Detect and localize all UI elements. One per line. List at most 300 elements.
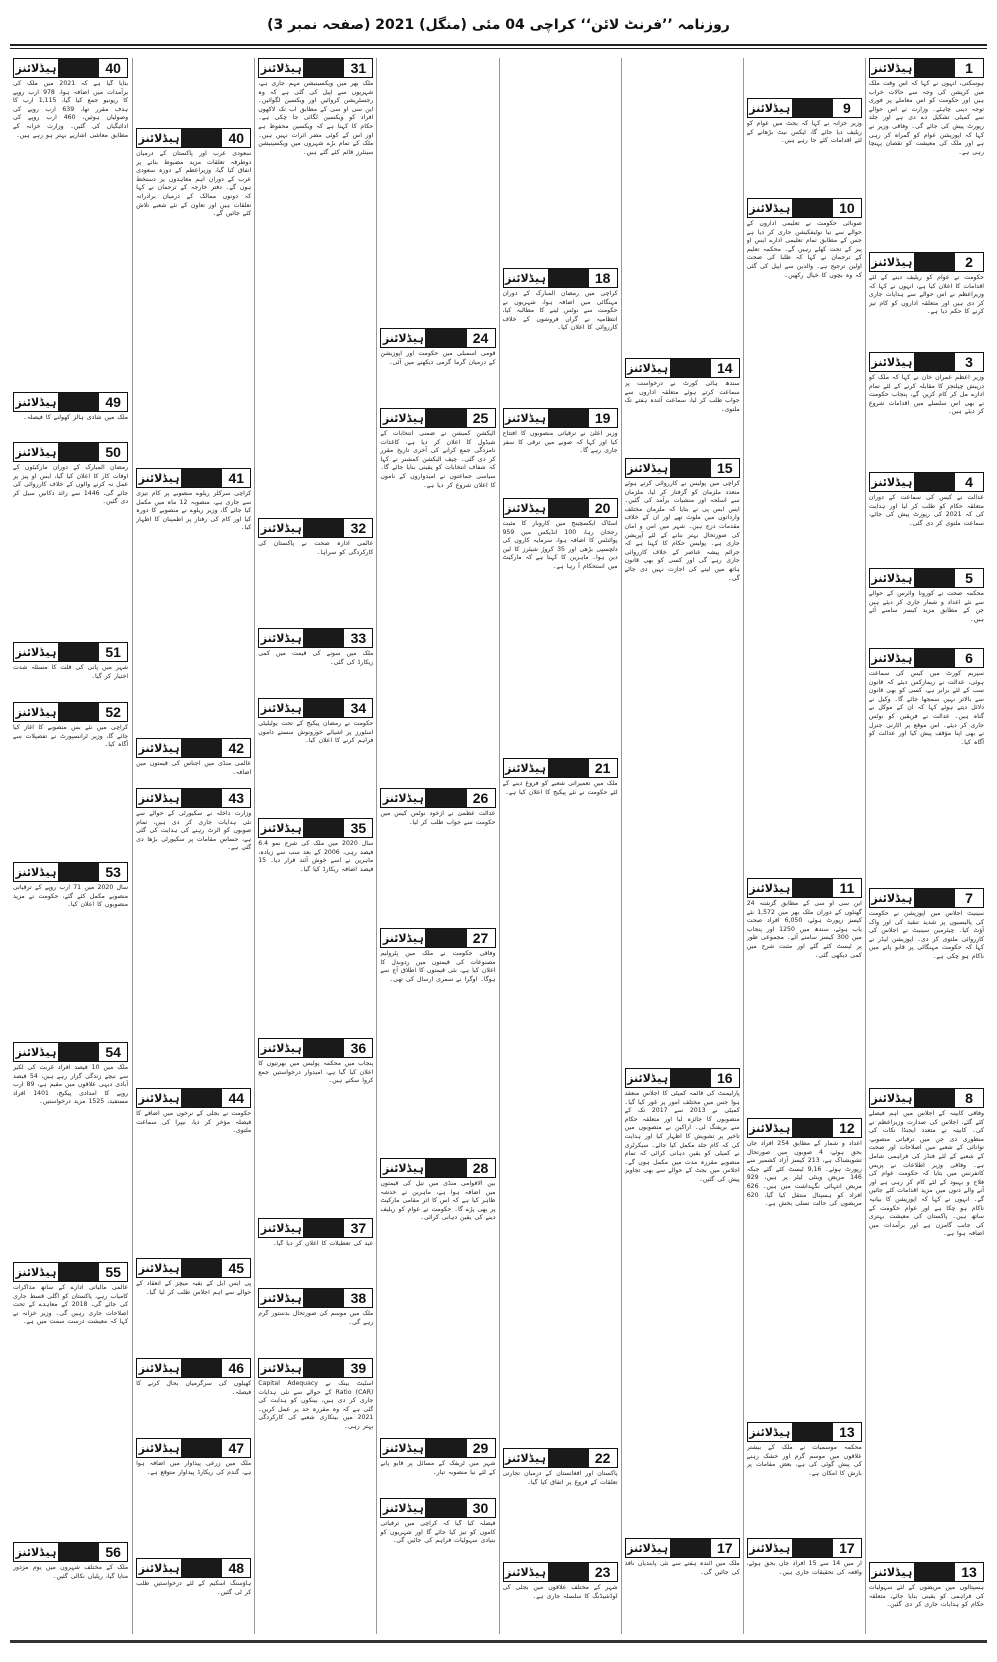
headline-label: ہیڈلائنز <box>749 1121 791 1135</box>
headline-text: کھیلوں کی سرگرمیاں بحال کرنے کا فیصلہ۔ <box>136 1380 252 1396</box>
headline-header <box>136 128 251 148</box>
headline-number: 45 <box>222 1260 250 1276</box>
headline-header <box>380 1158 495 1178</box>
headline-bar <box>792 1539 833 1557</box>
headline-text: ملک میں 10 فیصد افراد غربت کی لکیر سے نیچے زندگی گزار رہے ہیں، 54 فیصد آبادی دیہی علاقوں میں مقیم ہے، 89 ارب روپے کا امدادی پیکیج، 1401 افراد مستفید، 1525 مزید درخواستیں۔ <box>13 1064 129 1106</box>
headline-label: ہیڈلائنز <box>749 101 791 115</box>
headline-header <box>625 1068 740 1088</box>
headline-bar <box>548 1563 589 1581</box>
headline-number: 17 <box>711 1540 739 1556</box>
headline-number: 34 <box>344 700 372 716</box>
headline-item <box>136 1558 251 1634</box>
headline-item <box>503 758 618 874</box>
headline-bar <box>425 1499 466 1517</box>
headline-bar <box>181 1559 222 1577</box>
headline-bar <box>670 1069 711 1087</box>
headline-bar <box>58 1263 99 1281</box>
headline-header <box>258 1218 373 1238</box>
headline-text: آر میں 14 سے 15 افراد جاں بحق ہوئے، واقعہ کی تحقیقات جاری ہیں۔ <box>746 1560 862 1576</box>
headline-item <box>258 518 373 624</box>
headline-bar <box>303 629 344 647</box>
headline-header <box>503 758 618 778</box>
headline-label: ہیڈلائنز <box>138 1561 180 1575</box>
headline-header <box>258 518 373 538</box>
headline-text: ملک کے مختلف شہروں میں یوم مزدور منایا گیا، ریلیاں نکالی گئیں۔ <box>13 1564 129 1580</box>
headline-item <box>747 198 862 404</box>
headline-number: 22 <box>589 1450 617 1466</box>
headline-number: 8 <box>955 1090 983 1106</box>
headline-header <box>13 58 128 78</box>
headline-label: ہیڈلائنز <box>260 521 302 535</box>
headline-header <box>136 468 251 488</box>
headline-text: کراچی میں نئے بس منصوبے کا آغاز کیا جائے گا، وزیر ٹرانسپورٹ نے تفصیلات سے آگاہ کیا۔ <box>13 724 129 749</box>
headline-label: ہیڈلائنز <box>871 355 913 369</box>
headline-text: سال 2020 میں ملک کی شرح نمو 6.4 فیصد رہی، 2006 کے بعد سب سے زیادہ، ماہرین نے اسے خوش آئند قرار دیا۔ 15 فیصد اضافہ ریکارڈ کیا گیا۔ <box>258 840 374 873</box>
headline-bar <box>303 519 344 537</box>
headline-item <box>625 358 740 454</box>
headline-number: 18 <box>589 270 617 286</box>
headline-bar <box>303 1219 344 1237</box>
headline-text: حکومت نے بجلی کے نرخوں میں اضافے کا فیصلہ مؤخر کر دیا، نیپرا کی سماعت ملتوی۔ <box>136 1110 252 1135</box>
headline-number: 48 <box>222 1560 250 1576</box>
headline-bar <box>181 469 222 487</box>
headline-text: عالمی منڈی میں اجناس کی قیمتوں میں اضافہ۔ <box>136 760 252 776</box>
headline-label: ہیڈلائنز <box>382 1441 424 1455</box>
headline-bar <box>58 443 99 461</box>
headline-text: قومی اسمبلی میں حکومت اور اپوزیشن کے درمیان گرما گرمی دیکھنے میں آئی۔ <box>380 350 496 366</box>
headline-text: ہوسکتی، انہوں نے کہا کہ اس وقت ملک میں کرپشن کی وجہ سے حالات خراب ہیں اور حکومت کو اس معاملے پر فوری توجہ دینی چاہئے۔ وزارت نے اس حوالے سے کمیٹی تشکیل دے دی ہے اور جلد رپورٹ پیش کی جائے گی۔ وفاقی وزیر نے کہا کہ اپوزیشن عوام کو گمراہ کر رہی ہے اور ملک کی معیشت کو نقصان پہنچا رہی ہے۔ <box>868 80 984 156</box>
headline-bar <box>914 649 955 667</box>
headline-number: 9 <box>833 100 861 116</box>
headline-bar <box>914 1089 955 1107</box>
headline-header <box>869 888 984 908</box>
headline-item <box>380 408 495 784</box>
headline-bar <box>181 739 222 757</box>
headline-item <box>380 1498 495 1634</box>
headline-item <box>625 458 740 874</box>
news-column <box>865 58 987 1634</box>
headline-text: حکومت نے عوام کو ریلیف دینے کے لئے اقدامات کا اعلان کیا ہے، انہوں نے کہا کہ وزیراعظم نے اس حوالے سے ہدایات جاری کر دی ہیں اور متعلقہ اداروں کو کام تیز کرنے کا حکم دیا ہے۔ <box>868 274 984 316</box>
headline-number: 40 <box>222 130 250 146</box>
headline-number: 24 <box>467 330 495 346</box>
headline-text: وزارت داخلہ نے سکیورٹی کے حوالے سے نئی ہدایات جاری کر دی ہیں، تمام صوبوں کو الرٹ رہنے کی ہدایت کی گئی ہے، حساس مقامات پر سکیورٹی بڑھا دی گئی ہے۔ <box>136 810 252 852</box>
headline-text: سعودی عرب اور پاکستان کے درمیان دوطرفہ تعلقات مزید مضبوط بنانے پر اتفاق کیا گیا، وزیراعظم کے دورہ سعودی عرب کے دوران اہم معاہدوں پر دستخط ہوں گے۔ دفتر خارجہ کے ترجمان نے کہا کہ دونوں ممالک کے درمیان برادرانہ تعلقات ہیں اور تعاون کے نئے شعبے تلاش کئے جائیں گے۔ <box>136 150 252 218</box>
news-column <box>743 58 865 1634</box>
headline-header <box>869 352 984 372</box>
headline-number: 25 <box>467 410 495 426</box>
headline-label: ہیڈلائنز <box>15 445 57 459</box>
headline-bar <box>792 879 833 897</box>
headline-label: ہیڈلائنز <box>15 395 57 409</box>
headline-number: 7 <box>955 890 983 906</box>
headline-item <box>869 252 984 348</box>
headline-label: ہیڈلائنز <box>138 791 180 805</box>
headline-header <box>869 58 984 78</box>
headline-number: 5 <box>955 570 983 586</box>
headline-bar <box>181 1259 222 1277</box>
headline-text: اعداد و شمار کے مطابق 254 افراد جاں بحق ہوئے، 4 صوبوں میں صورتحال تشویشناک ہے، 213 کیسز آزاد کشمیر سے رپورٹ ہوئے۔ 9,16 ٹیسٹ کئے گئے جبکہ 146 مریض وینٹی لیٹر پر ہیں، 929 مریض انتہائی نگہداشت میں ہیں۔ 626 افراد کو ہسپتال منتقل کیا گیا، 620 مریضوں کی حالت تسلی بخش ہے۔ <box>746 1140 862 1208</box>
headline-bar <box>914 473 955 491</box>
headline-header <box>625 458 740 478</box>
headline-bar <box>425 929 466 947</box>
headline-bar <box>181 129 222 147</box>
headline-item <box>13 1262 128 1538</box>
headline-text: ملک بھر میں ویکسینیشن مہم جاری ہے، شہریوں سے اپیل کی گئی ہے کہ وہ رجسٹریشن کروائیں اور ویکسین لگوائیں۔ این سی او سی کے مطابق اب تک لاکھوں افراد کو ویکسین لگائی جا چکی ہے۔ حکام کا کہنا ہے کہ ویکسین محفوظ ہے اور اس کے کوئی مضر اثرات نہیں ہیں۔ ملک کے تمام بڑے شہروں میں ویکسینیشن سینٹرز قائم کئے گئے ہیں۔ <box>258 80 374 156</box>
headline-header <box>747 1422 862 1442</box>
headline-label: ہیڈلائنز <box>260 1041 302 1055</box>
headline-text: الیکشن کمیشن نے ضمنی انتخابات کے شیڈول کا اعلان کر دیا ہے، کاغذات نامزدگی جمع کرانے کی آخری تاریخ مقرر کر دی گئی۔ چیف الیکشن کمشنر نے کہا کہ شفاف انتخابات کو یقینی بنایا جائے گا۔ سیاسی جماعتوں نے امیدواروں کے ناموں کا اعلان شروع کر دیا ہے۔ <box>380 430 496 489</box>
headline-label: ہیڈلائنز <box>138 1091 180 1105</box>
headline-label: ہیڈلائنز <box>382 411 424 425</box>
headline-label: ہیڈلائنز <box>871 61 913 75</box>
headline-item <box>869 1562 984 1634</box>
headline-number: 38 <box>344 1290 372 1306</box>
headline-item <box>258 1038 373 1214</box>
headline-bar <box>303 1289 344 1307</box>
headline-item <box>503 268 618 404</box>
headline-label: ہیڈلائنز <box>382 1501 424 1515</box>
headline-number: 11 <box>833 880 861 896</box>
news-column <box>621 58 743 1634</box>
headline-number: 36 <box>344 1040 372 1056</box>
headline-bar <box>181 1359 222 1377</box>
headline-text: فیصلہ کیا گیا کہ کراچی میں ترقیاتی کاموں کو تیز کیا جائے گا اور شہریوں کو بنیادی سہولیات فراہم کی جائیں گی۔ <box>380 1520 496 1545</box>
headline-number: 19 <box>589 410 617 426</box>
headline-label: ہیڈلائنز <box>627 1071 669 1085</box>
headline-item <box>13 58 128 388</box>
headline-text: شہر میں پانی کی قلت کا مسئلہ شدت اختیار کر گیا۔ <box>13 664 129 680</box>
headline-label: ہیڈلائنز <box>627 1541 669 1555</box>
headline-header <box>258 1288 373 1308</box>
headline-item <box>136 1438 251 1554</box>
headline-item <box>503 1562 618 1634</box>
headline-item <box>747 98 862 194</box>
headline-bar <box>58 1543 99 1561</box>
headline-label: ہیڈلائنز <box>749 881 791 895</box>
headline-bar <box>792 1423 833 1441</box>
headline-bar <box>792 199 833 217</box>
headline-header <box>13 862 128 882</box>
headline-text: وزیر خزانہ نے کہا کہ بجٹ میں عوام کو ریلیف دیا جائے گا، ٹیکس نیٹ بڑھانے کے لئے اقدامات کئے جا رہے ہیں۔ <box>746 120 862 145</box>
headline-item <box>258 58 373 514</box>
headline-item <box>747 1538 862 1634</box>
headline-bar <box>58 1043 99 1061</box>
headline-bar <box>181 789 222 807</box>
headline-header <box>380 788 495 808</box>
headline-number: 21 <box>589 760 617 776</box>
headline-item <box>13 702 128 858</box>
headline-bar <box>914 569 955 587</box>
headline-header <box>380 408 495 428</box>
headline-item <box>380 1158 495 1434</box>
headline-number: 32 <box>344 520 372 536</box>
headline-bar <box>670 359 711 377</box>
headline-number: 27 <box>467 930 495 946</box>
headline-bar <box>914 1563 955 1581</box>
headline-header <box>625 1538 740 1558</box>
headline-text: سال 2020 میں 71 ارب روپے کے ترقیاتی منصوبے مکمل کئے گئے، حکومت نے مزید منصوبوں کا اعلان کیا۔ <box>13 884 129 909</box>
headline-text: محکمہ موسمیات نے ملک کے بیشتر علاقوں میں موسم گرم اور خشک رہنے کی پیش گوئی کی ہے، بعض مقامات پر بارش کا امکان ہے۔ <box>746 1444 862 1477</box>
headline-header <box>13 1542 128 1562</box>
headline-header <box>380 928 495 948</box>
headline-bar <box>548 759 589 777</box>
headline-text: ملک میں آئندہ ہفتے سے نئی پابندیاں نافذ کی جائیں گی۔ <box>624 1560 740 1576</box>
headline-header <box>258 1358 373 1378</box>
headline-item <box>136 128 251 464</box>
headline-text: وزیر اعلیٰ نے ترقیاتی منصوبوں کا افتتاح کیا اور کہا کہ صوبے میں ترقی کا سفر جاری رہے گا۔ <box>502 430 618 455</box>
headline-text: اسٹاک ایکسچینج میں کاروبار کا مثبت رجحان رہا، 100 انڈیکس میں 959 پوائنٹس کا اضافہ ہوا، سرمایہ کاروں کی دلچسپی بڑھی اور 35 کروڑ شیئرز کا لین دین ہوا۔ ماہرین کا کہنا ہے کہ مارکیٹ میں استحکام آ رہا ہے۔ <box>502 520 618 570</box>
headline-label: ہیڈلائنز <box>260 1221 302 1235</box>
headline-header <box>136 1088 251 1108</box>
headline-item <box>503 1448 618 1558</box>
headline-label: ہیڈلائنز <box>749 1541 791 1555</box>
headline-label: ہیڈلائنز <box>505 761 546 775</box>
headline-text: عید کی تعطیلات کا اعلان کر دیا گیا۔ <box>273 1240 374 1247</box>
headline-text: عدالت نے کیس کی سماعت کے دوران متعلقہ حکام کو طلب کر لیا اور ہدایت کی کہ 2021 کی رپورٹ پیش کی جائے، سماعت ملتوی کر دی گئی۔ <box>868 494 984 527</box>
headline-bar <box>548 499 589 517</box>
headline-bar <box>914 253 955 271</box>
headline-number: 55 <box>99 1264 127 1280</box>
headline-header <box>136 1358 251 1378</box>
headline-label: ہیڈلائنز <box>627 361 669 375</box>
headline-label: ہیڈلائنز <box>871 255 913 269</box>
headline-bar <box>303 819 344 837</box>
headline-item <box>380 788 495 924</box>
headline-header <box>869 252 984 272</box>
headline-number: 2 <box>955 254 983 270</box>
headline-bar <box>792 1119 833 1137</box>
headline-item <box>503 408 618 494</box>
headline-label: ہیڈلائنز <box>505 271 546 285</box>
headline-number: 40 <box>99 60 127 76</box>
headline-header <box>136 1258 251 1278</box>
headline-text: پنجاب میں محکمہ پولیس میں بھرتیوں کا اعلان کیا گیا ہے، امیدوار درخواستیں جمع کروا سکتے ہیں۔ <box>258 1060 374 1085</box>
headline-header <box>136 1558 251 1578</box>
headline-item <box>625 1538 740 1634</box>
headline-bar <box>181 1439 222 1457</box>
headline-number: 16 <box>711 1070 739 1086</box>
headline-item <box>747 1118 862 1418</box>
headline-label: ہیڈلائنز <box>138 131 180 145</box>
headline-header <box>869 648 984 668</box>
headline-number: 30 <box>467 1500 495 1516</box>
headline-number: 23 <box>589 1564 617 1580</box>
headline-item <box>869 58 984 248</box>
headline-text: این سی او سی کے مطابق گزشتہ 24 گھنٹوں کے دوران ملک بھر میں 1,572 نئے کیسز رپورٹ ہوئے، 6,050 افراد صحت یاب ہوئے، سندھ میں 1250 اور پنجاب میں 300 کیسز سامنے آئے۔ مجموعی طور پر ٹیسٹ کئے گئے اور مثبت شرح میں کمی دیکھی گئی۔ <box>746 900 862 959</box>
headline-item <box>136 468 251 734</box>
headline-item <box>869 648 984 884</box>
headline-item <box>747 1422 862 1534</box>
headline-number: 6 <box>955 650 983 666</box>
headline-label: ہیڈلائنز <box>871 891 913 905</box>
headline-bar <box>58 863 99 881</box>
headline-bar <box>425 1439 466 1457</box>
headline-number: 44 <box>222 1090 250 1106</box>
headline-label: ہیڈلائنز <box>871 651 913 665</box>
headline-item <box>869 568 984 644</box>
headline-number: 15 <box>711 460 739 476</box>
headline-item <box>13 642 128 698</box>
headline-item <box>869 1088 984 1558</box>
headline-bar <box>303 699 344 717</box>
headline-number: 53 <box>99 864 127 880</box>
headline-label: ہیڈلائنز <box>871 1565 913 1579</box>
headline-header <box>503 408 618 428</box>
headline-header <box>380 328 495 348</box>
headline-label: ہیڈلائنز <box>260 821 302 835</box>
headline-header <box>13 442 128 462</box>
headline-text: بین الاقوامی منڈی میں تیل کی قیمتوں میں اضافہ ہوا ہے، ماہرین نے خدشہ ظاہر کیا ہے کہ اس کا اثر مقامی مارکیٹ پر بھی پڑے گا۔ حکومت نے عوام کو ریلیف دینے کی یقین دہانی کرائی۔ <box>380 1180 496 1222</box>
headline-label: ہیڈلائنز <box>505 1451 546 1465</box>
headline-item <box>13 392 128 438</box>
newspaper-page <box>10 8 987 1654</box>
headline-number: 50 <box>99 444 127 460</box>
headline-bar <box>548 269 589 287</box>
headline-label: ہیڈلائنز <box>382 1161 424 1175</box>
headline-bar <box>670 459 711 477</box>
headline-item <box>136 1258 251 1354</box>
headline-text: شہر میں ٹریفک کے مسائل پر قابو پانے کے لئے نیا منصوبہ تیار۔ <box>380 1460 496 1476</box>
headline-header <box>503 1562 618 1582</box>
headline-number: 42 <box>222 740 250 756</box>
headline-header <box>258 1038 373 1058</box>
headline-header <box>503 268 618 288</box>
headline-bar <box>914 353 955 371</box>
headline-text: عالمی مالیاتی ادارے کے ساتھ مذاکرات کامیاب رہے، پاکستان کو اگلی قسط جاری کی جائے گی، 2018 کے معاہدے کے تحت اصلاحات جاری رہیں گی۔ وزیر خزانہ نے کہا کہ معیشت درست سمت میں ہے۔ <box>13 1284 129 1326</box>
headline-text: پاکستان اور افغانستان کے درمیان تجارتی تعلقات کے فروغ پر اتفاق کیا گیا۔ <box>502 1470 618 1486</box>
headline-header <box>747 98 862 118</box>
headline-text: کراچی میں رمضان المبارک کے دوران مہنگائی میں اضافہ ہوا، شہریوں نے حکومت سے نوٹس لینے کا مطالبہ کیا، انتظامیہ نے گراں فروشوں کے خلاف کارروائی کا اعلان کیا۔ <box>502 290 618 332</box>
headline-text: حکومت نے رمضان پیکیج کے تحت یوٹیلیٹی اسٹورز پر اشیائے خورونوش سستے داموں فراہم کرنے کا اعلان کیا۔ <box>258 720 374 745</box>
headline-number: 43 <box>222 790 250 806</box>
headline-header <box>136 788 251 808</box>
headline-header <box>13 642 128 662</box>
headline-item <box>13 1542 128 1634</box>
headline-number: 37 <box>344 1220 372 1236</box>
headline-label: ہیڈلائنز <box>138 471 180 485</box>
headline-item <box>869 888 984 1084</box>
headline-number: 31 <box>344 60 372 76</box>
masthead: روزنامہ ’’فرنٹ لائن‘‘ کراچی 04 مئی (منگل) 2021 (صفحہ نمبر 3) <box>267 17 730 33</box>
headline-item <box>258 818 373 1034</box>
headline-header <box>747 878 862 898</box>
headline-item <box>13 862 128 1038</box>
headline-text: ملک میں تعمیراتی شعبے کو فروغ دینے کے لئے حکومت نے نئے پیکیج کا اعلان کیا ہے۔ <box>502 780 618 796</box>
headline-item <box>136 788 251 1084</box>
headline-number: 17 <box>833 1540 861 1556</box>
headline-label: ہیڈلائنز <box>15 61 57 75</box>
headline-header <box>258 628 373 648</box>
headline-text: وفاقی کابینہ کے اجلاس میں اہم فیصلے کئے گئے، اجلاس کی صدارت وزیراعظم نے کی۔ کابینہ نے متعدد ایجنڈا نکات کی منظوری دی جن میں ترقیاتی منصوبے، توانائی کے شعبے میں اصلاحات اور صحت کے شعبے کے لئے فنڈز کی فراہمی شامل ہے۔ وفاقی وزیر اطلاعات نے پریس کانفرنس میں بتایا کہ حکومت عوام کی فلاح و بہبود کے لئے کام کر رہی ہے اور آنے والے دنوں میں مزید اقدامات کئے جائیں گے۔ انہوں نے کہا کہ اپوزیشن کا بیانیہ ناکام ہو چکا ہے اور عوام حکومت کے ساتھ ہیں۔ پاکستان کی معیشت بہتری کی جانب گامزن ہے اور برآمدات میں اضافہ ہوا ہے۔ <box>868 1110 984 1238</box>
headline-bar <box>303 59 344 77</box>
headline-bar <box>181 1089 222 1107</box>
headline-bar <box>548 409 589 427</box>
headline-bar <box>914 889 955 907</box>
headline-header <box>136 1438 251 1458</box>
headline-number: 33 <box>344 630 372 646</box>
headline-number: 12 <box>833 1120 861 1136</box>
headline-number: 47 <box>222 1440 250 1456</box>
headline-label: ہیڈلائنز <box>15 865 57 879</box>
headline-label: ہیڈلائنز <box>260 701 302 715</box>
headline-item <box>380 328 495 404</box>
headline-bar <box>58 393 99 411</box>
headline-text: صوبائی حکومت نے تعلیمی اداروں کے حوالے سے نیا نوٹیفکیشن جاری کر دیا ہے جس کے مطابق تمام تعلیمی ادارے ایس او پیز کے تحت کھلے رہیں گے۔ محکمہ تعلیم کے ترجمان نے کہا کہ طلبا کی صحت اولین ترجیح ہے۔ والدین سے اپیل کی گئی کہ وہ بچوں کا خیال رکھیں۔ <box>746 220 862 279</box>
headline-header <box>13 702 128 722</box>
headline-text: سندھ ہائی کورٹ نے درخواست پر سماعت کرتے ہوئے متعلقہ اداروں سے جواب طلب کر لیا، سماعت آئندہ ہفتے تک ملتوی۔ <box>624 380 740 413</box>
headline-header <box>869 1088 984 1108</box>
headline-label: ہیڈلائنز <box>260 1361 302 1375</box>
headline-header <box>13 1262 128 1282</box>
headline-item <box>503 498 618 754</box>
headline-item <box>380 1438 495 1494</box>
news-column <box>254 58 376 1634</box>
headline-label: ہیڈلائنز <box>871 1091 913 1105</box>
headline-bar <box>425 409 466 427</box>
headline-label: ہیڈلائنز <box>260 1291 302 1305</box>
headline-label: ہیڈلائنز <box>871 571 913 585</box>
headline-header <box>503 498 618 518</box>
headline-text: وفاقی حکومت نے ملک میں پٹرولیم مصنوعات کی قیمتوں میں ردوبدل کا اعلان کیا ہے، نئی قیمتوں کا اطلاق آج سے ہوگا۔ اوگرا نے سمری ارسال کی تھی۔ <box>380 950 496 983</box>
headline-header <box>258 698 373 718</box>
headline-header <box>13 1042 128 1062</box>
headline-header <box>503 1448 618 1468</box>
headline-bar <box>58 59 99 77</box>
bottom-rule <box>10 1640 987 1643</box>
headline-item <box>747 878 862 1114</box>
headline-header <box>13 392 128 412</box>
headline-header <box>869 1562 984 1582</box>
masthead-rule-thin <box>10 48 987 49</box>
headline-text: کراچی سرکلر ریلوے منصوبے پر کام تیزی سے جاری ہے، منصوبہ 12 ماہ میں مکمل کیا جائے گا، وزیر ریلوے نے منصوبے کا دورہ کیا اور کام کی رفتار پر اطمینان کا اظہار کیا۔ <box>136 490 252 532</box>
headline-number: 28 <box>467 1160 495 1176</box>
headline-text: سپریم کورٹ میں کیس کی سماعت ہوئی، عدالت نے ریمارکس دیئے کہ قانون سب کے لئے برابر ہے، کسی کو بھی قانون سے بالاتر نہیں سمجھا جائے گا۔ وکیل نے دلائل دیتے ہوئے کہا کہ ان کے موکل بے گناہ ہیں۔ عدالت نے فریقین کو نوٹس جاری کر دیئے۔ اس موقع پر اٹارنی جنرل نے بھی اپنا مؤقف پیش کیا اور عدالت کو آگاہ کیا۔ <box>868 670 984 746</box>
headline-text: اسٹیٹ بینک نے Capital Adequacy Ratio (CAR) کے حوالے سے نئی ہدایات جاری کر دی ہیں، بینکوں کو ہدایت کی گئی ہے کہ وہ مقررہ حد پر عمل کریں۔ 2021 میں بینکاری شعبے کی کارکردگی بہتر رہی۔ <box>258 1380 374 1430</box>
headline-header <box>380 1498 495 1518</box>
headline-label: ہیڈلائنز <box>505 411 546 425</box>
headline-header <box>747 1118 862 1138</box>
headline-number: 29 <box>467 1440 495 1456</box>
headline-text: عدالت عظمیٰ نے ازخود نوٹس کیس میں حکومت سے جواب طلب کر لیا۔ <box>380 810 496 826</box>
headline-number: 52 <box>99 704 127 720</box>
headline-number: 10 <box>833 200 861 216</box>
headline-number: 49 <box>99 394 127 410</box>
headline-number: 39 <box>344 1360 372 1376</box>
news-column <box>499 58 621 1634</box>
headline-item <box>869 472 984 564</box>
headline-text: سینیٹ اجلاس میں اپوزیشن نے حکومت کی پالیسیوں پر شدید تنقید کی اور واک آؤٹ کیا۔ چیئرمین سینیٹ نے اجلاس کی کارروائی ملتوی کر دی۔ اپوزیشن لیڈر نے کہا کہ حکومت مہنگائی پر قابو پانے میں ناکام ہو چکی ہے۔ <box>868 910 984 960</box>
news-column <box>10 58 131 1634</box>
headline-text: عالمی ادارہ صحت نے پاکستان کی کارکردگی کو سراہا۔ <box>258 540 374 556</box>
headline-number: 14 <box>711 360 739 376</box>
headline-label: ہیڈلائنز <box>627 461 669 475</box>
headline-text: ملک میں موسم کی صورتحال بدستور گرم رہے گی۔ <box>258 1310 374 1326</box>
headline-number: 4 <box>955 474 983 490</box>
headline-header <box>747 1538 862 1558</box>
headline-number: 3 <box>955 354 983 370</box>
headline-label: ہیڈلائنز <box>382 791 424 805</box>
headline-number: 41 <box>222 470 250 486</box>
headline-header <box>136 738 251 758</box>
headline-label: ہیڈلائنز <box>871 475 913 489</box>
headline-text: کراچی میں پولیس نے کارروائی کرتے ہوئے متعدد ملزمان کو گرفتار کر لیا، ملزمان سے اسلحہ اور منشیات برآمد کی گئیں۔ ایس ایس پی نے بتایا کہ ملزمان مختلف وارداتوں میں ملوث تھے اور ان کے خلاف مقدمات درج ہیں۔ شہر میں امن و امان کی صورتحال بہتر بنانے کے لئے آپریشن جاری ہے۔ پولیس حکام کا کہنا ہے کہ جرائم پیشہ عناصر کے خلاف کارروائی جاری رہے گی اور کسی کو بھی قانون ہاتھ میں لینے کی اجازت نہیں دی جائے گی۔ <box>624 480 740 582</box>
headline-label: ہیڈلائنز <box>260 61 302 75</box>
headline-text: ہاؤسنگ اسکیم کے لئے درخواستیں طلب کر لی گئیں۔ <box>136 1580 252 1596</box>
headline-label: ہیڈلائنز <box>138 1441 180 1455</box>
headline-number: 56 <box>99 1544 127 1560</box>
news-column <box>132 58 254 1634</box>
headline-number: 26 <box>467 790 495 806</box>
